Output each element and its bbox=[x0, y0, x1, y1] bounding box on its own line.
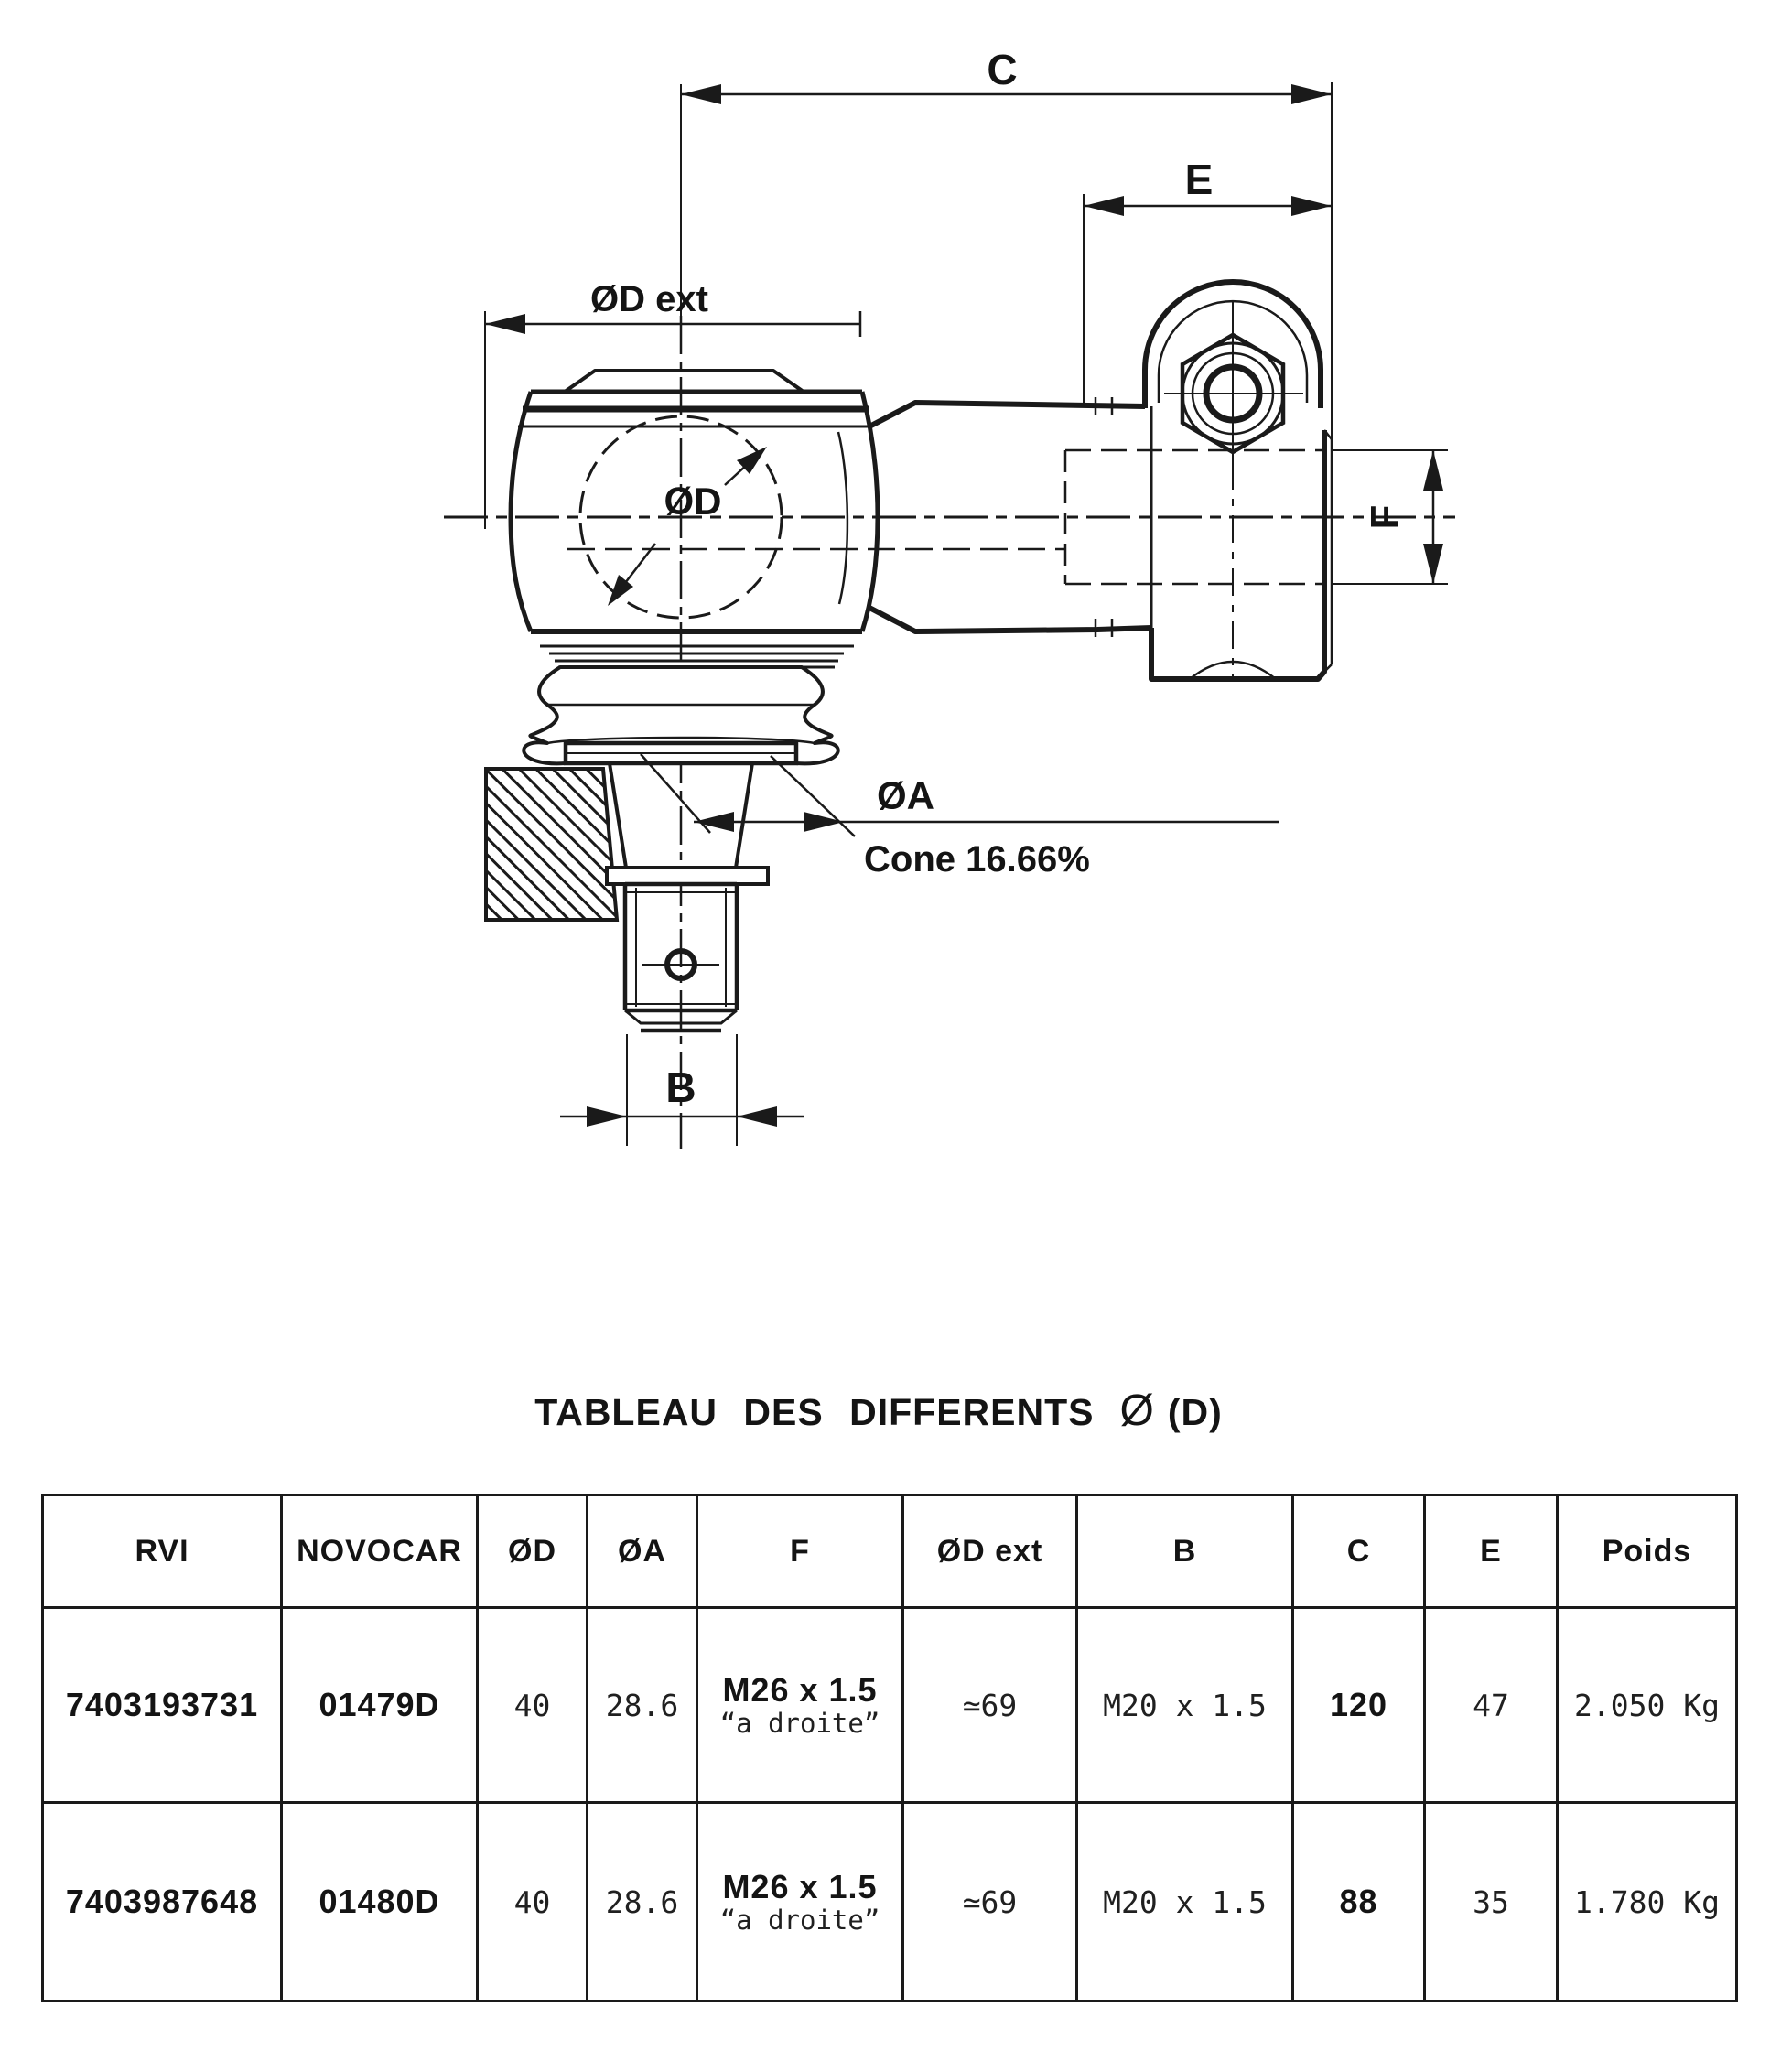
cell-novocar: 01480D bbox=[282, 1803, 478, 2002]
cell-d-ext: ≃69 bbox=[903, 1608, 1077, 1803]
cell-rvi: 7403193731 bbox=[43, 1608, 282, 1803]
cell-poids: 2.050 Kg bbox=[1558, 1608, 1737, 1803]
table-header-row bbox=[43, 1495, 1737, 1608]
cell-c: 120 bbox=[1293, 1608, 1425, 1803]
cell-novocar: 01479D bbox=[282, 1608, 478, 1803]
dimension-a bbox=[641, 754, 1279, 836]
table-row bbox=[43, 1803, 1737, 2002]
cell-f-hand: “a droite” bbox=[719, 1905, 880, 1936]
cone-note: Cone 16.66% bbox=[864, 839, 1090, 880]
cell-e: 47 bbox=[1425, 1608, 1558, 1803]
header-b: B bbox=[1077, 1495, 1293, 1608]
dim-label-d: ØD bbox=[664, 480, 722, 523]
dimension-c bbox=[681, 82, 1332, 455]
cell-d: 40 bbox=[478, 1608, 588, 1803]
dim-label-f: F bbox=[1363, 504, 1408, 530]
table-row bbox=[43, 1608, 1737, 1803]
cell-f-thread: M26 x 1.5 bbox=[722, 1868, 878, 1905]
cell-f bbox=[697, 1608, 903, 1803]
header-d-ext: ØD ext bbox=[903, 1495, 1077, 1608]
header-d: ØD bbox=[478, 1495, 588, 1608]
header-a: ØA bbox=[588, 1495, 697, 1608]
table-title bbox=[0, 1386, 1757, 1436]
dimension-d bbox=[608, 447, 767, 606]
centerlines bbox=[444, 84, 1455, 1149]
dim-label-d-ext: ØD ext bbox=[590, 279, 708, 319]
diameter-symbol: Ø bbox=[1119, 1387, 1155, 1435]
header-c: C bbox=[1293, 1495, 1425, 1608]
cell-d: 40 bbox=[478, 1803, 588, 2002]
dim-label-c: C bbox=[987, 46, 1018, 93]
dimension-e bbox=[1084, 194, 1332, 403]
cell-a: 28.6 bbox=[588, 1608, 697, 1803]
rod-body bbox=[869, 282, 1332, 679]
table-title-suffix: (D) bbox=[1167, 1391, 1223, 1433]
dim-label-e: E bbox=[1184, 156, 1214, 203]
header-e: E bbox=[1425, 1495, 1558, 1608]
tapered-stud bbox=[607, 763, 768, 1031]
cell-d-ext: ≃69 bbox=[903, 1803, 1077, 2002]
cell-c: 88 bbox=[1293, 1803, 1425, 2002]
cell-a: 28.6 bbox=[588, 1803, 697, 2002]
spec-table bbox=[41, 1494, 1738, 2002]
cell-poids: 1.780 Kg bbox=[1558, 1803, 1737, 2002]
header-rvi: RVI bbox=[43, 1495, 282, 1608]
dust-boot bbox=[524, 667, 837, 763]
cell-b: M20 x 1.5 bbox=[1077, 1803, 1293, 2002]
dim-label-a: ØA bbox=[877, 774, 934, 817]
header-novocar: NOVOCAR bbox=[282, 1495, 478, 1608]
cell-f-hand: “a droite” bbox=[719, 1708, 880, 1739]
cell-f-thread: M26 x 1.5 bbox=[722, 1671, 878, 1709]
knuckle-section-hatch bbox=[486, 769, 617, 920]
cell-e: 35 bbox=[1425, 1803, 1558, 2002]
header-f: F bbox=[697, 1495, 903, 1608]
cell-rvi: 7403987648 bbox=[43, 1803, 282, 2002]
cell-f bbox=[697, 1803, 903, 2002]
header-poids: Poids bbox=[1558, 1495, 1737, 1608]
cell-b: M20 x 1.5 bbox=[1077, 1608, 1293, 1803]
dim-label-b: B bbox=[665, 1063, 696, 1111]
table-title-text: TABLEAU DES DIFFERENTS bbox=[534, 1391, 1095, 1433]
